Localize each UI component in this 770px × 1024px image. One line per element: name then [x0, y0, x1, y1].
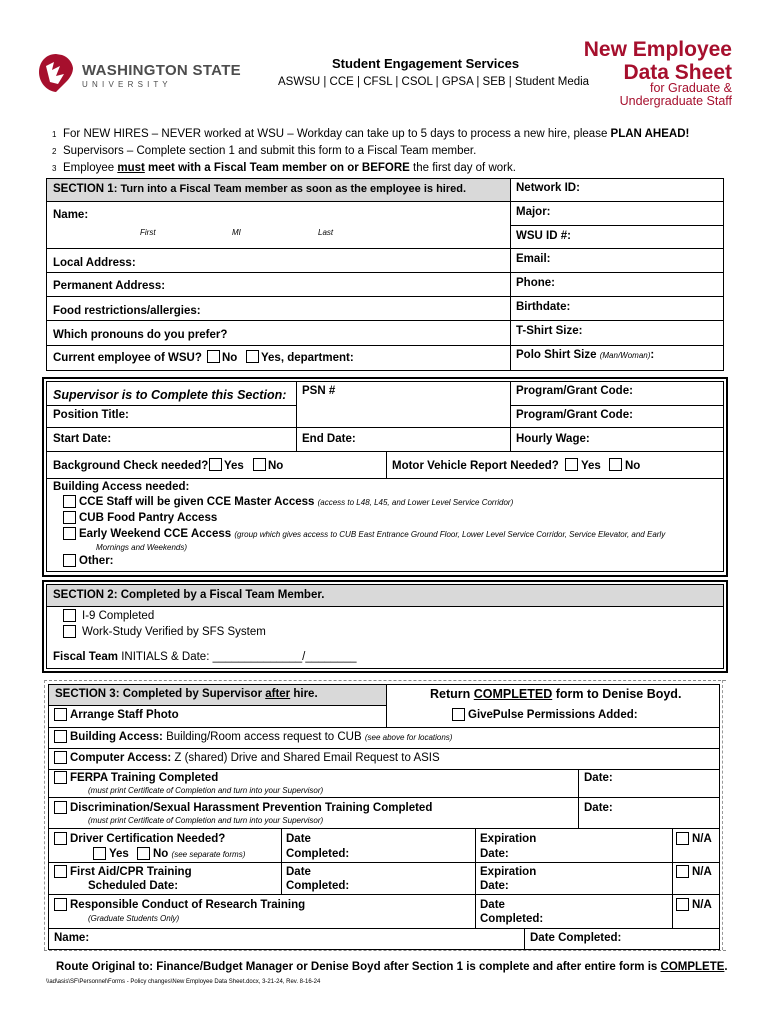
- arrange-photo-checkbox[interactable]: [54, 708, 67, 721]
- discrim-checkbox[interactable]: [54, 801, 67, 814]
- hourly-wage-label: Hourly Wage:: [516, 433, 590, 445]
- other-label: Other:: [79, 555, 114, 567]
- rcr-completed-label: Completed:: [480, 913, 544, 925]
- dept-name: Student Engagement Services: [332, 56, 520, 71]
- email-label: Email:: [516, 253, 551, 265]
- firstaid-na-checkbox[interactable]: [676, 865, 689, 878]
- mvr-yes-checkbox[interactable]: [565, 458, 578, 471]
- workstudy-label: Work-Study Verified by SFS System: [82, 626, 266, 638]
- form-title: New Employee Data Sheet: [583, 38, 732, 84]
- mvr-no-checkbox[interactable]: [609, 458, 622, 471]
- return-instruction: Return COMPLETED form to Denise Boyd.: [430, 687, 682, 701]
- driver-completed-label: Completed:: [286, 848, 350, 860]
- current-no-label: No: [222, 352, 238, 364]
- discrim-label: Discrimination/Sexual Harassment Prevention Training Completed: [70, 802, 433, 814]
- cub-pantry-label: CUB Food Pantry Access: [79, 512, 218, 524]
- ferpa-date-label: Date:: [584, 772, 613, 784]
- logo-university: U N I V E R S I T Y: [82, 80, 169, 89]
- mvr-label: Motor Vehicle Report Needed?: [392, 460, 559, 472]
- mvr-yes-label: Yes: [581, 460, 601, 472]
- first-label: First: [140, 228, 156, 237]
- cce-checkbox[interactable]: [63, 495, 76, 508]
- form-subtitle: for Graduate & Undergraduate Staff: [619, 81, 732, 108]
- mvr-no-label: No: [625, 460, 641, 472]
- driver-yes-label: Yes: [109, 848, 129, 860]
- firstaid-date-label: Date: [286, 866, 311, 878]
- phone-label: Phone:: [516, 277, 555, 289]
- ferpa-note: (must print Certificate of Completion and turn into your Supervisor): [88, 786, 324, 795]
- note-3: 3 Employee must meet with a Fiscal Team member on or BEFORE the first day of work.: [52, 162, 516, 174]
- computer-access-checkbox[interactable]: [54, 751, 67, 764]
- discrim-date-label: Date:: [584, 802, 613, 814]
- rcr-note: (Graduate Students Only): [88, 914, 180, 923]
- building-access-label: Building Access needed:: [53, 481, 190, 493]
- program-code-1-label: Program/Grant Code:: [516, 385, 633, 397]
- driver-yes-checkbox[interactable]: [93, 847, 106, 860]
- current-yes-checkbox[interactable]: [246, 350, 259, 363]
- i9-checkbox[interactable]: [63, 609, 76, 622]
- fiscal-initials-label: Fiscal Team INITIALS & Date: ______________/________: [53, 651, 357, 663]
- early-weekend-checkbox[interactable]: [63, 527, 76, 540]
- note-2: 2 Supervisors – Complete section 1 and submit this form to a Fiscal Team member.: [52, 145, 477, 157]
- driver-label: Driver Certification Needed?: [70, 833, 226, 845]
- permanent-address-label: Permanent Address:: [53, 280, 166, 292]
- givepulse-checkbox[interactable]: [452, 708, 465, 721]
- supervisor-title: Supervisor is to Complete this Section:: [53, 388, 287, 402]
- bg-yes-label: Yes: [224, 460, 244, 472]
- bg-no-checkbox[interactable]: [253, 458, 266, 471]
- polo-label: Polo Shirt Size (Man/Woman):: [516, 349, 655, 361]
- i9-label: I-9 Completed: [82, 610, 155, 622]
- driver-no-label: No (see separate forms): [153, 848, 246, 860]
- logo-wordmark: WASHINGTON STATE: [82, 62, 241, 79]
- bg-no-label: No: [268, 460, 284, 472]
- end-date-label: End Date:: [302, 433, 356, 445]
- rcr-na-checkbox[interactable]: [676, 898, 689, 911]
- rcr-date-label: Date: [480, 899, 505, 911]
- driver-na-checkbox[interactable]: [676, 832, 689, 845]
- firstaid-exp-date-label: Date:: [480, 880, 509, 892]
- rcr-checkbox[interactable]: [54, 898, 67, 911]
- section3-name-label: Name:: [54, 932, 90, 944]
- name-label: Name:: [53, 209, 89, 221]
- driver-na-label: N/A: [692, 833, 712, 845]
- workstudy-checkbox[interactable]: [63, 625, 76, 638]
- network-id-label: Network ID:: [516, 182, 580, 194]
- file-path: \\ad\asis\SF\Personnel\Forms - Policy changes\New Employee Data Sheet.docx, 3-21-24, Rev. 8-16-24: [46, 979, 321, 985]
- other-checkbox[interactable]: [63, 554, 76, 567]
- section3-date-completed-label: Date Completed:: [530, 932, 622, 944]
- pronouns-label: Which pronouns do you prefer?: [53, 329, 228, 341]
- discrim-note: (must print Certificate of Completion and turn into your Supervisor): [88, 816, 324, 825]
- early-weekend-label: Early Weekend CCE Access (group which gives access to CUB East Entrance Ground Floor, Lower Level Service Corridor, Service Elevator, and Early: [79, 528, 666, 540]
- building-access-task: Building Access: Building/Room access request to CUB (see above for locations): [70, 731, 453, 743]
- computer-access-task: Computer Access: Z (shared) Drive and Shared Email Request to ASIS: [70, 752, 440, 764]
- rcr-label: Responsible Conduct of Research Training: [70, 899, 306, 911]
- section1-title: SECTION 1: Turn into a Fiscal Team member as soon as the employee is hired.: [53, 183, 467, 195]
- mi-label: MI: [232, 228, 241, 237]
- firstaid-label: First Aid/CPR Training: [70, 866, 192, 878]
- cub-pantry-checkbox[interactable]: [63, 511, 76, 524]
- wsu-logo: [36, 52, 246, 94]
- driver-expiration-label: Expiration: [480, 833, 537, 845]
- bg-yes-checkbox[interactable]: [209, 458, 222, 471]
- rcr-na-label: N/A: [692, 899, 712, 911]
- driver-date-label: Date: [286, 833, 311, 845]
- position-title-label: Position Title:: [53, 409, 129, 421]
- driver-no-checkbox[interactable]: [137, 847, 150, 860]
- current-employee-label: Current employee of WSU?: [53, 352, 202, 364]
- firstaid-checkbox[interactable]: [54, 865, 67, 878]
- arrange-photo-label: Arrange Staff Photo: [70, 709, 179, 721]
- cce-label: CCE Staff will be given CCE Master Access (access to L48, L45, and Lower Level Service Corridor): [79, 496, 514, 508]
- last-label: Last: [318, 228, 334, 237]
- dept-units: ASWSU | CCE | CFSL | CSOL | GPSA | SEB | Student Media: [278, 76, 590, 88]
- driver-checkbox[interactable]: [54, 832, 67, 845]
- firstaid-na-label: N/A: [692, 866, 712, 878]
- section1-box: [46, 178, 724, 371]
- route-instruction: Route Original to: Finance/Budget Manager or Denise Boyd after Section 1 is complete and after entire form is COMPLETE.: [56, 961, 728, 973]
- local-address-label: Local Address:: [53, 257, 136, 269]
- current-no-checkbox[interactable]: [207, 350, 220, 363]
- firstaid-scheduled-label: Scheduled Date:: [88, 880, 179, 892]
- food-label: Food restrictions/allergies:: [53, 305, 201, 317]
- major-label: Major:: [516, 206, 551, 218]
- section2-title: SECTION 2: Completed by a Fiscal Team Member.: [53, 589, 325, 601]
- section3-title: SECTION 3: Completed by Supervisor after hire.: [55, 688, 318, 700]
- firstaid-completed-label: Completed:: [286, 880, 350, 892]
- start-date-label: Start Date:: [53, 433, 112, 445]
- psn-label: PSN #: [302, 385, 336, 397]
- cougar-head-icon: [36, 52, 76, 94]
- building-access-checkbox[interactable]: [54, 730, 67, 743]
- givepulse-label: GivePulse Permissions Added:: [468, 709, 638, 721]
- program-code-2-label: Program/Grant Code:: [516, 409, 633, 421]
- ferpa-label: FERPA Training Completed: [70, 772, 219, 784]
- current-yes-label: Yes, department:: [261, 352, 354, 364]
- birthdate-label: Birthdate:: [516, 301, 571, 313]
- tshirt-label: T-Shirt Size:: [516, 325, 583, 337]
- wsu-id-label: WSU ID #:: [516, 230, 571, 242]
- early-weekend-note2: Mornings and Weekends): [96, 543, 188, 552]
- notes-list: [52, 126, 689, 177]
- firstaid-expiration-label: Expiration: [480, 866, 537, 878]
- driver-exp-date-label: Date:: [480, 848, 509, 860]
- bg-check-label: Background Check needed?: [53, 460, 209, 472]
- note-1: 1 For NEW HIRES – NEVER worked at WSU – Workday can take up to 5 days to process a new hire, please PLAN AHEAD!: [52, 128, 690, 140]
- ferpa-checkbox[interactable]: [54, 771, 67, 784]
